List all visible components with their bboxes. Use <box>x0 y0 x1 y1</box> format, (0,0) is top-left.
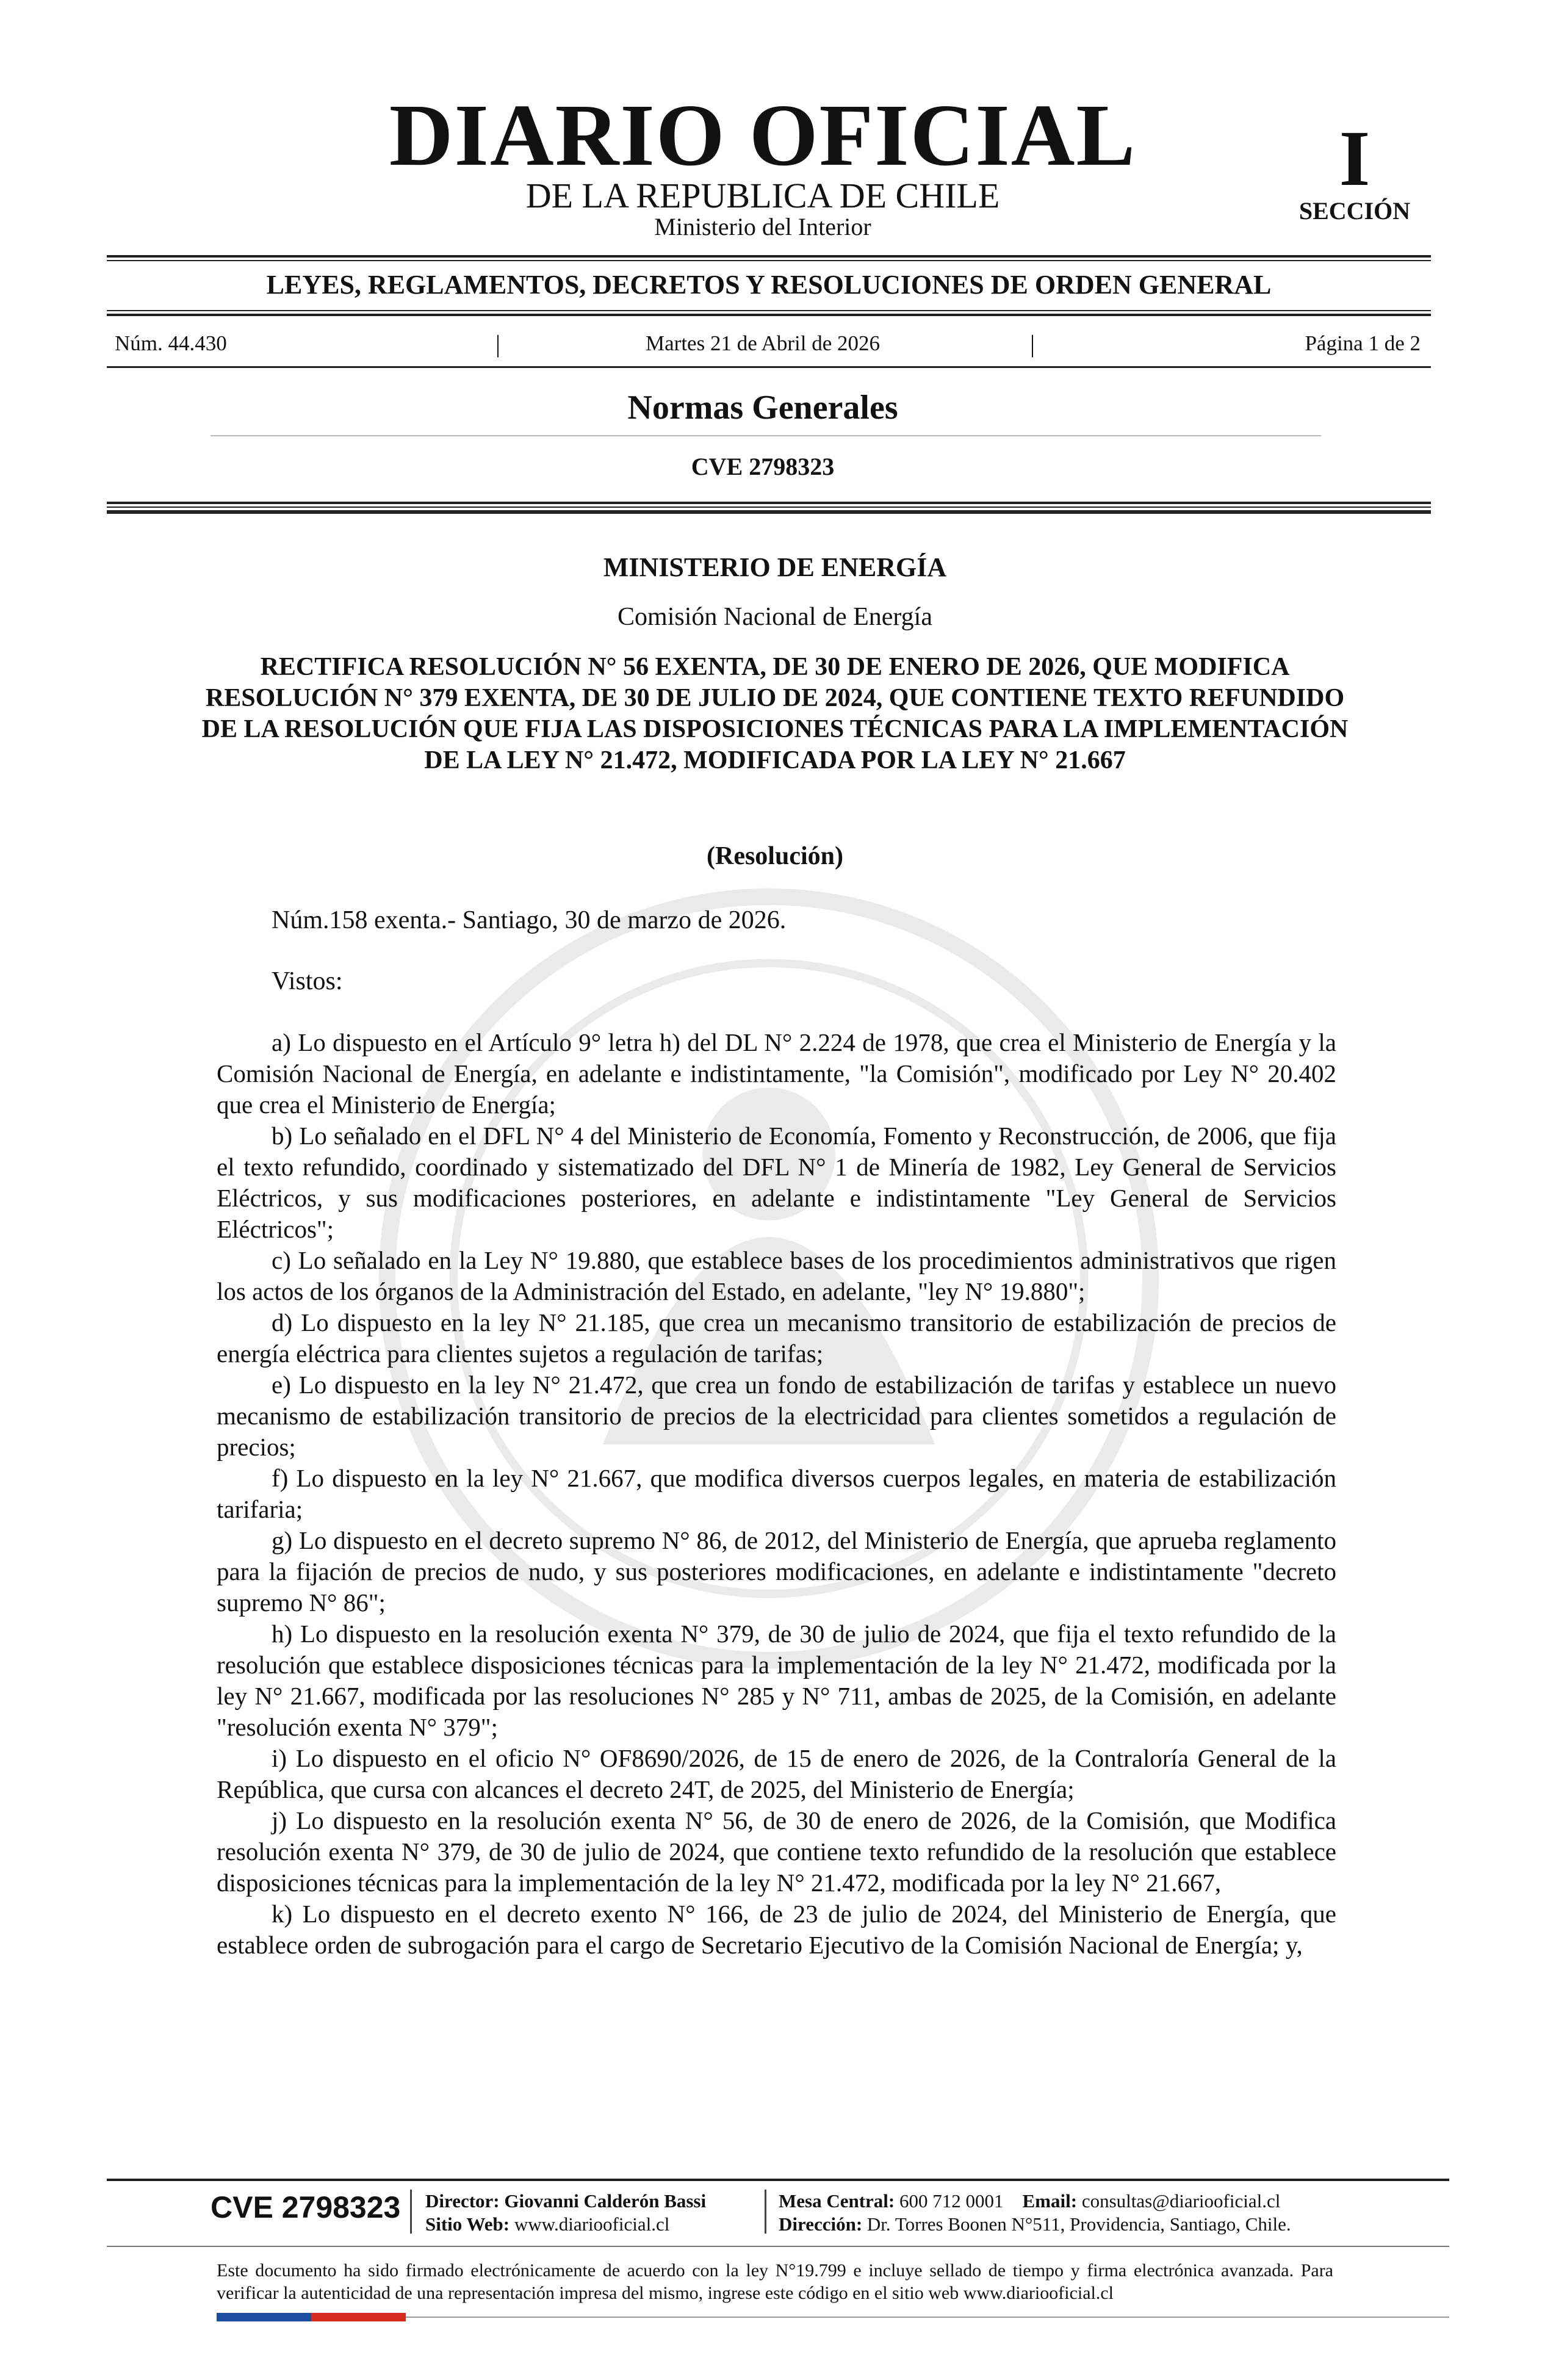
document-type: (Resolución) <box>707 842 843 870</box>
address-label: Dirección: <box>779 2213 863 2235</box>
footer-divider <box>410 2190 412 2234</box>
list-item: b) Lo señalado en el DFL N° 4 del Ministerio de Economía, Fomento y Reconstrucción, de 2006, que fija el texto refundido, coordinado y sistematizado del DFL N° 1 de Minería de 1982, Ley General de Servicios Eléctricos, y sus modificaciones posteriores, en adelante e indistintamente "Ley General de Servicios Eléctricos"; <box>217 1122 1336 1243</box>
list-item: f) Lo dispuesto en la ley N° 21.667, que modifica diversos cuerpos legales, en materia de estabilización tarifaria; <box>217 1464 1336 1523</box>
phone-label: Mesa Central: <box>779 2190 895 2212</box>
director-label: Director: <box>425 2190 500 2212</box>
header-rule-2 <box>107 507 1431 508</box>
footer-divider <box>765 2190 766 2234</box>
footer-rule-top <box>107 2179 1449 2181</box>
list-item: j) Lo dispuesto en la resolución exenta N° 56, de 30 de enero de 2026, de la Comisión, que Modifica resolución exenta N° 379, de 30 de julio de 2024, que contiene texto refundido de la resolución que establece disposiciones técnicas para la implementación de la ley N° 21.472, modificada por la ley N° 21.667, <box>217 1806 1336 1897</box>
ministry-name: MINISTERIO DE ENERGÍA <box>603 552 947 582</box>
flag-stripe-blue <box>217 2313 311 2321</box>
section-heading: Normas Generales <box>627 389 898 427</box>
info-separator: | <box>1030 330 1036 358</box>
director-name: Giovanni Calderón Bassi <box>504 2190 707 2212</box>
list-item: d) Lo dispuesto en la ley N° 21.185, que crea un mecanismo transitorio de estabilización de precios de energía eléctrica para clientes sujetos a regulación de tarifas; <box>217 1308 1336 1368</box>
header-rule-1 <box>107 502 1431 504</box>
list-item: a) Lo dispuesto en el Artículo 9° letra h) del DL N° 2.224 de 1978, que crea el Ministerio de Energía y la Comisión Nacional de Energía, en adelante e indistintamente, "la Comisión", modificado por Ley N° 20.402 que crea el Ministerio de Energía; <box>217 1028 1336 1119</box>
footer-legal-notice: Este documento ha sido firmado electrónicamente de acuerdo con la ley N°19.799 e incluye sellado de tiempo y firma electrónica avanzada. Para verificar la autenticidad de una representación impresa del mismo, ingrese este código en el sitio web www.diariooficial.cl <box>217 2260 1333 2303</box>
resolution-number: Núm.158 exenta.- Santiago, 30 de marzo de 2026. <box>272 906 787 934</box>
list-item: i) Lo dispuesto en el oficio N° OF8690/2026, de 15 de enero de 2026, de la Contraloría General de la República, que cursa con alcances el decreto 24T, de 2025, del Ministerio de Energía; <box>217 1744 1336 1803</box>
list-item: e) Lo dispuesto en la ley N° 21.472, que crea un fondo de estabilización de tarifas y establece un nuevo mecanismo de estabilización transitorio de precios de la electricidad para clientes sometidos a regulación de precios; <box>217 1371 1336 1461</box>
list-item: h) Lo dispuesto en la resolución exenta N° 379, de 30 de julio de 2024, que fija el texto refundido de la resolución que establece disposiciones técnicas para la implementación de la ley N° 21.472, modificada por la ley N° 21.667, modificada por las resoluciones N° 285 y N° 711, ambas de 2025, de la Comisión, en adelante "resolución exenta N° 379"; <box>217 1620 1336 1741</box>
address-value: Dr. Torres Boonen N°511, Providencia, Santiago, Chile. <box>866 2213 1291 2235</box>
info-separator: | <box>495 330 501 358</box>
masthead-subtitle: DE LA REPUBLICA DE CHILE <box>525 176 1000 215</box>
section-label: SECCIÓN <box>1298 197 1411 225</box>
cve-code: CVE 2798323 <box>691 453 835 480</box>
list-item: g) Lo dispuesto en el decreto supremo N° 86, de 2012, del Ministerio de Energía, que aprueba reglamento para la fijación de precios de nudo, y sus posteriores modificaciones, en adelante e indistintamente "decreto supremo N° 86"; <box>217 1526 1336 1617</box>
footer-rule-mid <box>107 2246 1449 2247</box>
vistos-label: Vistos: <box>272 967 343 995</box>
issue-date: Martes 21 de Abril de 2026 <box>646 331 880 355</box>
email-link[interactable]: consultas@diariooficial.cl <box>1081 2190 1281 2212</box>
masthead-rule-top <box>107 255 1431 258</box>
email-label: Email: <box>1022 2190 1078 2212</box>
footer-contact-block <box>779 2190 1291 2236</box>
issue-number: Núm. 44.430 <box>115 331 227 355</box>
masthead-title: DIARIO OFICIAL <box>389 87 1137 184</box>
band-title: LEYES, REGLAMENTOS, DECRETOS Y RESOLUCIONES DE ORDEN GENERAL <box>266 270 1272 300</box>
commission-name: Comisión Nacional de Energía <box>618 603 932 631</box>
list-item: c) Lo señalado en la Ley N° 19.880, que establece bases de los procedimientos administrativos que rigen los actos de los órganos de la Administración del Estado, en adelante, "ley N° 19.880"; <box>217 1246 1336 1305</box>
info-rule <box>107 366 1431 368</box>
section-heading-rule <box>211 435 1321 436</box>
footer-rule-bottom <box>406 2317 1449 2318</box>
header-rule-3 <box>107 510 1431 514</box>
vistos-list <box>217 1027 1336 1961</box>
masthead-rule-top-thin <box>107 260 1431 261</box>
page-indicator: Página 1 de 2 <box>1305 331 1421 355</box>
site-label: Sitio Web: <box>425 2213 510 2235</box>
list-item: k) Lo dispuesto en el decreto exento N° 166, de 23 de julio de 2024, del Ministerio de Energía, que establece orden de subrogación para el cargo de Secretario Ejecutivo de la Comisión Nacional de Energía; y, <box>217 1900 1336 1959</box>
band-rule-bottom <box>107 314 1431 316</box>
band-rule-thin <box>107 310 1431 311</box>
site-link[interactable]: www.diariooficial.cl <box>514 2213 670 2235</box>
footer-director-block <box>425 2190 706 2236</box>
section-number: I <box>1339 115 1371 203</box>
masthead-ministry: Ministerio del Interior <box>654 213 871 240</box>
flag-stripe-red <box>311 2313 406 2321</box>
footer-cve: CVE 2798323 <box>211 2190 401 2224</box>
phone-value: 600 712 0001 <box>899 2190 1004 2212</box>
document-title: RECTIFICA RESOLUCIÓN N° 56 EXENTA, DE 30 DE ENERO DE 2026, QUE MODIFICA RESOLUCIÓN N° 379 EXENTA, DE 30 DE JULIO DE 2024, QUE CONTIENE TEXTO REFUNDIDO DE LA RESOLUCIÓN QUE FIJA LAS DISPOSICIONES TÉCNICAS PARA LA IMPLEMENTACIÓN DE LA LEY N° 21.472, MODIFICADA POR LA LEY N° 21.667 <box>201 653 1349 774</box>
